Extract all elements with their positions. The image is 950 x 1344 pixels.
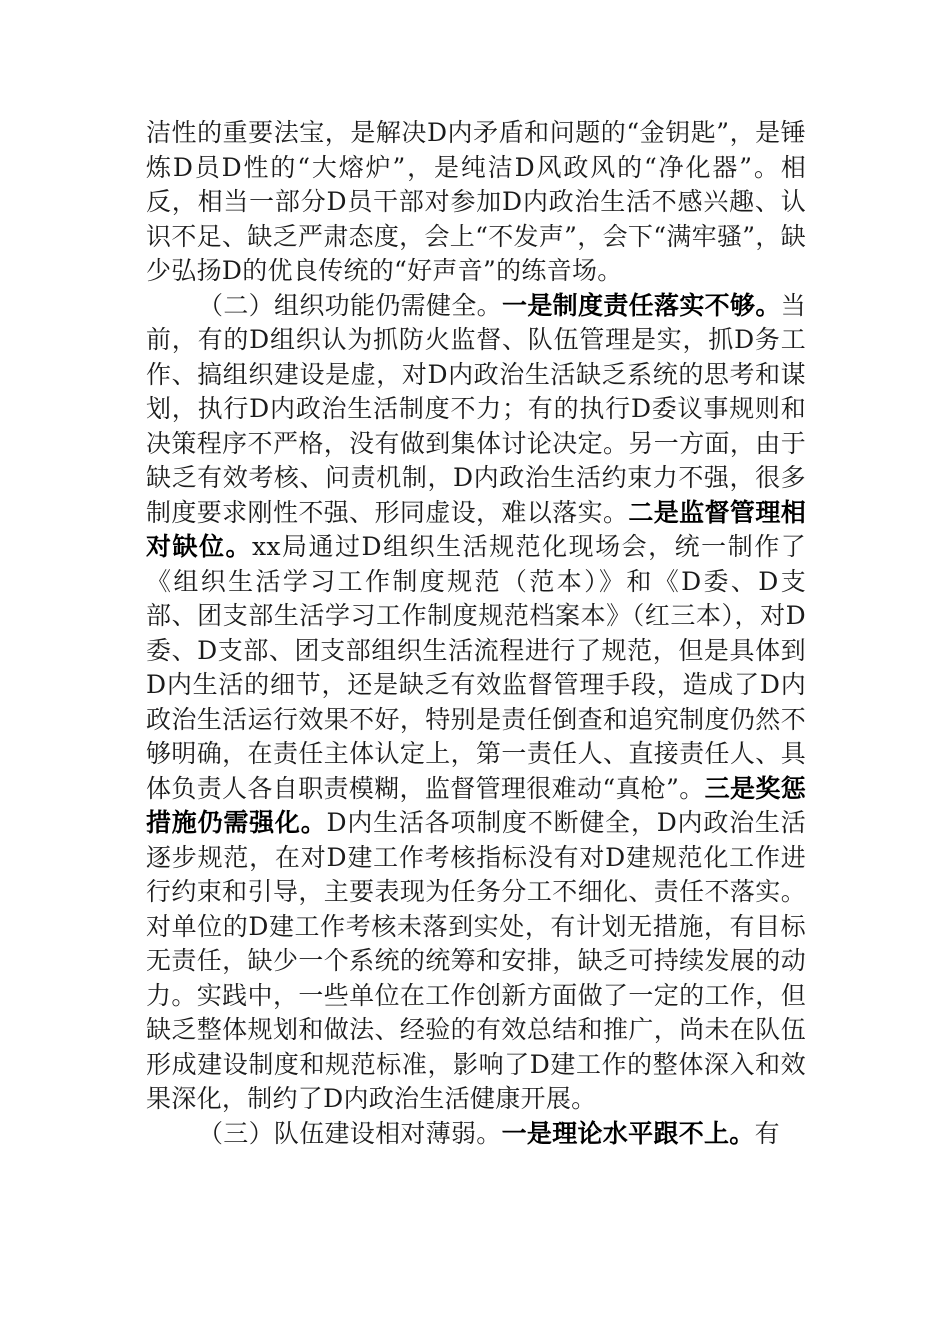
point-one-text: 当前，有的D组织认为抓防火监督、队伍管理是实，抓D务工作、搞组织建设是虚，对D内政治生活缺乏系统的思考和谋划，执行D内政治生活制度不力；有的执行D委议事规则和决策程序不严格，没有做到集体讨论决定。另一方面，由于缺乏有效考核、问责机制，D内政治生活约束力不强，很多制度要求刚性不强、形同虚设，难以落实。 (146, 290, 806, 527)
section-three-heading: （三）队伍建设相对薄弱。 (198, 1118, 502, 1148)
section-three-text: 有 (754, 1118, 780, 1148)
point-three-heading: 三是奖惩措施仍需强化。 (146, 773, 806, 837)
point-one-heading: 一是制度责任落实不够。 (502, 290, 781, 320)
paragraph-1 (146, 116, 806, 289)
paragraph-3 (146, 1117, 806, 1152)
point-three-text: D内生活各项制度不断健全，D内政治生活逐步规范，在对D建工作考核指标没有对D建规范化工作进行约束和引导，主要表现为任务分工不细化、责任不落实。对单位的D建工作考核未落到实处，有计划无措施，有目标无责任，缺少一个系统的统筹和安排，缺乏可持续发展的动力。实践中，一些单位在工作创新方面做了一定的工作，但缺乏整体规划和做法、经验的有效总结和推广，尚未在队伍形成建设制度和规范标准，影响了D建工作的整体深入和效果深化，制约了D内政治生活健康开展。 (146, 808, 806, 1113)
point-two-heading: 二是监督管理相对缺位。 (146, 497, 807, 561)
paragraph-1-text: 洁性的重要法宝，是解决D内矛盾和问题的“金钥匙”，是锤炼D员D性的“大熔炉”，是纯洁D风政风的“净化器”。相反，相当一部分D员干部对参加D内政治生活不感兴趣、认识不足、缺乏严肃态度，会上“不发声”，会下“满牢骚”，缺少弘扬D的优良传统的“好声音”的练音场。 (146, 118, 806, 285)
section-three-point-one-heading: 一是理论水平跟不上。 (501, 1118, 755, 1148)
point-two-text: xx局通过D组织生活规范化现场会，统一制作了《组织生活学习工作制度规范（范本）》和《D委、D支部、团支部生活学习工作制度规范档案本》（红三本），对D委、D支部、团支部组织生活流程进行了规范，但是具体到D内生活的细节，还是缺乏有效监督管理手段，造成了D内政治生活运行效果不好，特别是责任倒查和追究制度仍然不够明确，在责任主体认定上，第一责任人、直接责任人、具体负责人各自职责模糊，监督管理很难动“真枪”。 (146, 532, 807, 803)
paragraph-2 (146, 289, 806, 1117)
document-body (146, 116, 806, 1151)
section-two-heading: （二）组织功能仍需健全。 (198, 290, 503, 320)
